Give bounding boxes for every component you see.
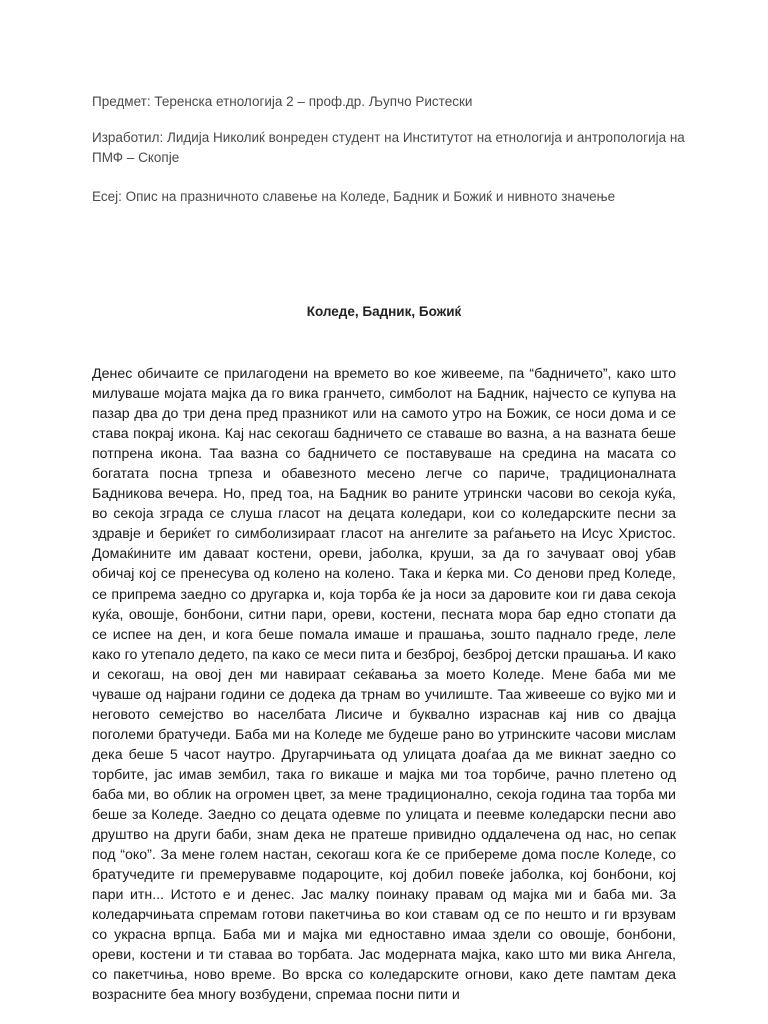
document-title: Коледе, Бадник, Божиќ: [306, 304, 462, 319]
essay-line: Есеј: Опис на празничното славење на Коледе, Бадник и Божиќ и нивното значење: [92, 189, 616, 204]
author-line: Изработил: Лидија Николиќ вонреден студент на Институтот на етнологија и антропологија на ПМФ – Скопје: [92, 130, 685, 165]
essay-body: [92, 364, 676, 1006]
subject-line: Предмет: Теренска етнологија 2 – проф.др. Љупчо Ристески: [92, 94, 473, 109]
essay-paragraph: Денес обичаите се прилагодени на времето во кое живееме, па “бадничето”, како што милуваше мојата мајка да го вика гранчето, симболот на Бадник, најчесто се купува на пазар два до три дена пред празникот или на самото утро на Божик, се носи дома и се става покрај икона. Кај нас секогаш бадничето се ставаше во вазна, а на вазната беше потпрена икона. Таа вазна со бадничето се поставуваше на средина на масата со богатата посна трпеза и обавезното месено легче со париче, традиционалната Бадникова вечера. Но, пред тоа, на Бадник во раните утрински часови во секоја куќа, во секоја зграда се слуша гласот на децата коледари, кои со коледарските песни за здравје и бериќет го симболизираат гласот на ангелите за раѓањето на Исус Христос. Домаќините им даваат костени, ореви, јаболка, круши, за да го зачуваат овој убав обичај кој се пренесува од колено на колено. Така и ќерка ми. Со денови пред Коледе, се припрема заедно со другарка и, која торба ќе ја носи за даровите кои ги дава секоја куќа, овошје, бонбони, ситни пари, ореви, костени, песната мора бар едно стопати да се испее на ден, и кога беше помала имаше и прашања, зошто паднало греде, леле како го утепало дедето, па како се меси пита и безброј, безброј детски прашања. И како и секогаш, на овој ден ми навираат сеќавања за моето Коледе. Мене баба ми ме чуваше од најрани години се додека да трнам во училиште. Таа живееше со вујко ми и неговото семејство во населбата Лисиче и буквално израснав кај нив со двајца поголеми братучеди. Баба ми на Коледе ме будеше рано во утринските часови мислам дека беше 5 часот наутро. Другарчињата од улицата доаѓаа да ме викнат заедно со торбите, јас имав зембил, така го викаше и мајка ми тоа торбиче, рачно плетено од баба ми, во облик на огромен цвет, за мене традиционално, секоја година таа торба ми беше за Коледе. Заедно со децата одевме по улицата и пеевме коледарски песни аво друштво на други баби, знам дека не пратеше привидно оддалечена од нас, но сепак под “око”. За мене голем настан, секогаш кога ќе се прибереме дома после Коледе, со братучедите ги премерувавме подароците, кој добил повеќе јаболка, кој бонбони, кој пари итн... Истото е и денес. Јас малку поинаку правам од мајка ми и баба ми. За коледарчињата спремам готови пакетчиња во кои ставам од се по нешто и ги врзувам со украсна врпца. Баба ми и мајка ми едноставно имаа здели со овошје, бонбони, ореви, костени и ти ставаа во торбата. Јас модерната мајка, како што ми вика Ангела, со пакетчиња, ново време. Во врска со коледарските огнови, како дете памтам дека возрасните беа многу возбудени, спремаа посни пити и: [92, 366, 676, 1004]
